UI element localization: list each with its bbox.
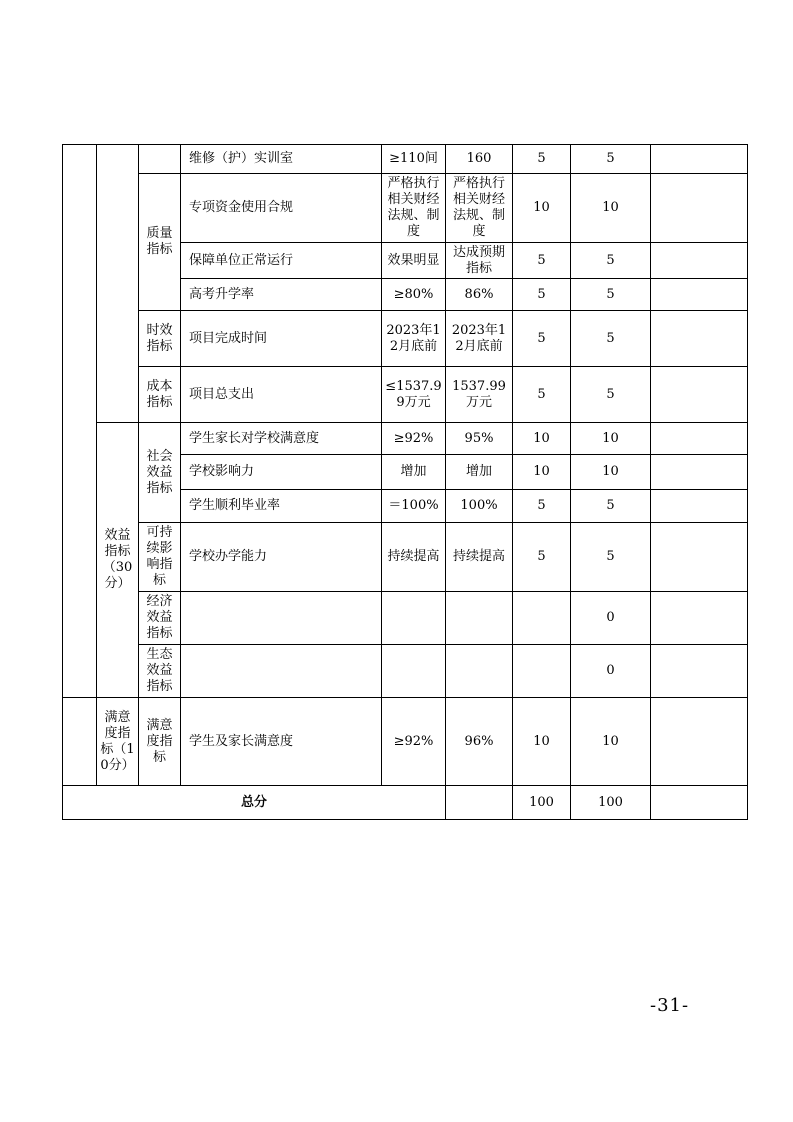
weight-cell: 5 [513, 243, 571, 279]
target-value-cell [382, 645, 446, 698]
note-cell [651, 455, 748, 490]
table-row [63, 145, 748, 174]
level3-indicator-cell: 维修（护）实训室 [181, 145, 382, 174]
note-cell [651, 592, 748, 645]
actual-value-cell [446, 786, 513, 820]
target-value-cell: 效果明显 [382, 243, 446, 279]
note-cell [651, 279, 748, 311]
level3-indicator-cell: 项目总支出 [181, 367, 382, 423]
actual-value-cell: 持续提高 [446, 523, 513, 592]
note-cell [651, 698, 748, 786]
actual-value-cell [446, 645, 513, 698]
note-cell [651, 645, 748, 698]
level1-indicator-cell: 效益指标（30分） [97, 423, 139, 698]
score-cell: 5 [571, 490, 651, 523]
actual-value-cell: 96% [446, 698, 513, 786]
actual-value-cell: 160 [446, 145, 513, 174]
target-value-cell [382, 592, 446, 645]
level3-indicator-cell: 专项资金使用合规 [181, 174, 382, 243]
actual-value-cell: 严格执行相关财经法规、制度 [446, 174, 513, 243]
level1-indicator-cell [97, 145, 139, 423]
weight-cell: 5 [513, 145, 571, 174]
level3-indicator-cell: 高考升学率 [181, 279, 382, 311]
weight-cell: 5 [513, 311, 571, 367]
level2-indicator-cell: 可持续影响指标 [139, 523, 181, 592]
weight-cell: 5 [513, 367, 571, 423]
weight-cell: 5 [513, 490, 571, 523]
note-cell [651, 243, 748, 279]
target-value-cell: 2023年12月底前 [382, 311, 446, 367]
score-cell: 10 [571, 174, 651, 243]
score-cell: 0 [571, 645, 651, 698]
weight-cell: 10 [513, 455, 571, 490]
weight-cell: 10 [513, 174, 571, 243]
note-cell [651, 145, 748, 174]
table-row [63, 698, 748, 786]
level3-indicator-cell: 保障单位正常运行 [181, 243, 382, 279]
level3-indicator-cell: 学生及家长满意度 [181, 698, 382, 786]
actual-value-cell: 100% [446, 490, 513, 523]
target-value-cell: ＝100% [382, 490, 446, 523]
actual-value-cell: 1537.99万元 [446, 367, 513, 423]
table-row [63, 367, 748, 423]
level2-indicator-cell: 经济效益指标 [139, 592, 181, 645]
table-row [63, 645, 748, 698]
score-cell: 5 [571, 523, 651, 592]
level2-indicator-cell: 社会效益指标 [139, 423, 181, 523]
weight-cell [513, 645, 571, 698]
score-cell: 5 [571, 367, 651, 423]
weight-cell: 10 [513, 698, 571, 786]
score-cell: 10 [571, 455, 651, 490]
actual-value-cell: 95% [446, 423, 513, 455]
level3-indicator-cell [181, 592, 382, 645]
total-label: 总分 [63, 786, 446, 820]
level3-indicator-cell: 学校办学能力 [181, 523, 382, 592]
level3-indicator-cell: 项目完成时间 [181, 311, 382, 367]
note-cell [651, 490, 748, 523]
score-cell: 0 [571, 592, 651, 645]
score-cell: 5 [571, 145, 651, 174]
level1-cell [63, 698, 97, 786]
score-cell: 10 [571, 423, 651, 455]
target-value-cell: 增加 [382, 455, 446, 490]
level3-indicator-cell: 学生家长对学校满意度 [181, 423, 382, 455]
level2-indicator-cell: 质量指标 [139, 174, 181, 311]
table-row [63, 311, 748, 367]
note-cell [651, 311, 748, 367]
target-value-cell: ≥92% [382, 698, 446, 786]
level2-indicator-cell: 满意度指标 [139, 698, 181, 786]
actual-value-cell: 2023年12月底前 [446, 311, 513, 367]
note-cell [651, 174, 748, 243]
weight-cell: 10 [513, 423, 571, 455]
weight-cell: 5 [513, 523, 571, 592]
note-cell [651, 523, 748, 592]
level1-cell [63, 145, 97, 698]
actual-value-cell: 86% [446, 279, 513, 311]
level3-indicator-cell: 学生顺利毕业率 [181, 490, 382, 523]
table-row [63, 592, 748, 645]
score-cell: 5 [571, 311, 651, 367]
target-value-cell: 严格执行相关财经法规、制度 [382, 174, 446, 243]
level2-indicator-cell: 生态效益指标 [139, 645, 181, 698]
performance-indicator-table [62, 144, 748, 820]
score-cell: 5 [571, 279, 651, 311]
total-score-cell: 100 [571, 786, 651, 820]
level2-indicator-cell: 时效指标 [139, 311, 181, 367]
target-value-cell: ≥80% [382, 279, 446, 311]
table-row [63, 423, 748, 455]
level2-indicator-cell [139, 145, 181, 174]
target-value-cell: 持续提高 [382, 523, 446, 592]
page-number: -31- [650, 995, 690, 1016]
total-weight-cell: 100 [513, 786, 571, 820]
level1-indicator-cell: 满意度指标（10分） [97, 698, 139, 786]
note-cell [651, 367, 748, 423]
note-cell [651, 423, 748, 455]
target-value-cell: ≤1537.99万元 [382, 367, 446, 423]
level2-indicator-cell: 成本指标 [139, 367, 181, 423]
level3-indicator-cell [181, 645, 382, 698]
score-cell: 5 [571, 243, 651, 279]
table-row [63, 174, 748, 243]
actual-value-cell: 达成预期指标 [446, 243, 513, 279]
actual-value-cell: 增加 [446, 455, 513, 490]
actual-value-cell [446, 592, 513, 645]
note-cell [651, 786, 748, 820]
table-row [63, 523, 748, 592]
level3-indicator-cell: 学校影响力 [181, 455, 382, 490]
score-cell: 10 [571, 698, 651, 786]
target-value-cell: ≥92% [382, 423, 446, 455]
weight-cell [513, 592, 571, 645]
total-row [63, 786, 748, 820]
weight-cell: 5 [513, 279, 571, 311]
target-value-cell: ≥110间 [382, 145, 446, 174]
